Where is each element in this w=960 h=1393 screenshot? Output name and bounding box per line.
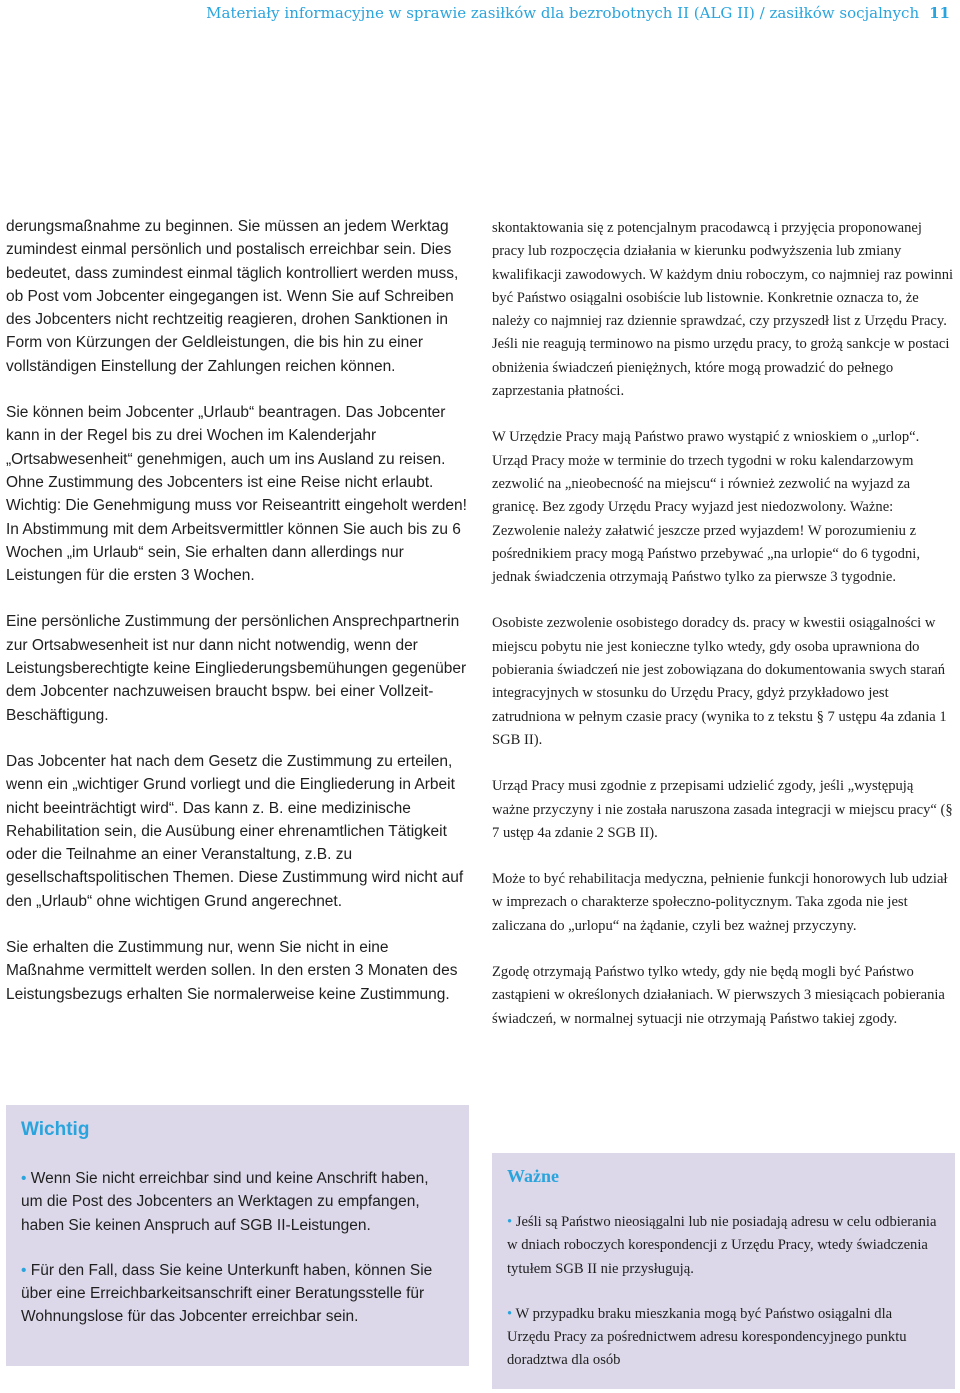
polish-column (492, 217, 954, 1054)
paragraph: Urząd Pracy musi zgodnie z przepisami udzielić zgody, jeśli „występują ważne przyczyny i nie została naruszona zasada integracji w miejscu pracy“ (§ 7 ustęp 4a zdanie 2 SGB II). (492, 778, 953, 841)
box-title: Wichtig (21, 1119, 90, 1140)
page-header (206, 4, 950, 22)
box-item-text: W przypadku braku mieszkania mogą być Państwo osiągalni dla Urzędu Pracy za pośrednictwem adresu korespondencyjnego punktu doradztwa dla osób (507, 1305, 907, 1369)
paragraph: Zgodę otrzymają Państwo tylko wtedy, gdy nie będą mogli być Państwo zastąpieni w określonych działaniach. W pierwszych 3 miesiącach pobierania świadczeń, w normalnej sytuacji nie otrzymają Państwo takiej zgody. (492, 964, 945, 1027)
box-title: Ważne (507, 1166, 559, 1186)
important-box-german (6, 1105, 469, 1366)
important-box-polish (492, 1153, 955, 1389)
box-list-item (21, 1167, 453, 1237)
paragraph: Eine persönliche Zustimmung der persönlichen Ansprechpartnerin zur Ortsabwesenheit ist nur dann nicht notwendig, wenn der Leistungsberechtigte keine Eingliederungsbemühungen gegenüber dem Jobcenter nachzuweisen braucht bspw. bei einer Vollzeit-Beschäftigung. (6, 613, 467, 724)
bullet-icon: • (507, 1305, 513, 1322)
german-column (6, 215, 468, 1029)
paragraph: Das Jobcenter hat nach dem Gesetz die Zustimmung zu erteilen, wenn ein „wichtiger Grund vorliegt und die Eingliederung in Arbeit nicht beeinträchtigt wird“. Das kann z. B. eine medizinische Rehabilitation sein, die Ausübung einer ehrenamtlichen Tätigkeit oder die Teilnahme an einer Veranstaltung, z.B. zu gesellschaftspolitischen Themen. Diese Zustimmung wird nicht auf den „Urlaub“ ohne wichtigen Grund angerechnet. (6, 752, 464, 910)
box-list-item (507, 1303, 937, 1373)
bullet-icon: • (21, 1170, 27, 1187)
box-item-text: Jeśli są Państwo nieosiągalni lub nie posiadają adresu w celu odbierania w dniach roboczych korespondencji z Urzędu Pracy, wtedy świadczenia tytułem SGB II nie przysługują. (507, 1214, 937, 1277)
box-item-text: Wenn Sie nicht erreichbar sind und keine Anschrift haben, um die Post des Jobcenters an Werktagen zu empfangen, haben Sie keinen Anspruch auf SGB II-Leistungen. (21, 1170, 429, 1234)
paragraph: skontaktowania się z potencjalnym pracodawcą i przyjęcia proponowanej pracy lub rozpoczęcia działania w kierunku podwyższenia lub zmiany kwalifikacji zawodowych. W każdym dniu roboczym, co najmniej raz powinni być Państwo osiągalni osobiście lub listownie. Konkretnie oznacza to, że należy co najmniej raz dziennie sprawdzać, czy przyszedł list z Urzędu Pracy. Jeśli nie reagują terminowo na pismo urzędu pracy, to grożą sankcje w postaci obniżenia świadczeń pieniężnych, które mogą prowadzić do pełnego zaprzestania płatności. (492, 220, 954, 400)
paragraph: W Urzędzie Pracy mają Państwo prawo wystąpić z wnioskiem o „urlop“. Urząd Pracy może w terminie do trzech tygodni w roku kalendarzowym zezwolić na „nieobecność na miejscu“ i również zezwolić na wyjazd za granicę. Bez zgody Urzędu Pracy wyjazd jest niedozwolony. Ważne: Zezwolenie należy załatwić jeszcze przed wyjazdem! W porozumieniu z pośrednikiem pracy mogą Państwo przebywać „na urlopie“ do 6 tygodni, jednak świadczenia otrzymają Państwo tylko za pierwsze 3 tygodnie. (492, 429, 920, 586)
paragraph: Osobiste zezwolenie osobistego doradcy ds. pracy w kwestii osiągalności w miejscu pobytu nie jest konieczne tylko wtedy, gdy osoba uprawniona do pobierania świadczeń nie jest zobowiązana do dokumentowania swych starań integracyjnych w stosunku do Urzędu Pracy, gdyż przykładowo jest zatrudniona w pełnym czasie pracy (wynika to z tekstu § 7 ustępu 4a zdania 1 SGB II). (492, 615, 947, 748)
box-item-text: Für den Fall, dass Sie keine Unterkunft haben, können Sie über eine Erreichbarkeitsanschrift einer Beratungsstelle für Wohnungslose für das Jobcenter erreichbar sein. (21, 1261, 433, 1326)
page-number: 11 (929, 4, 950, 22)
box-list-item (21, 1259, 453, 1329)
paragraph: Sie erhalten die Zustimmung nur, wenn Sie nicht in eine Maßnahme vermittelt werden sollen. In den ersten 3 Monaten des Leistungsbezugs erhalten Sie normalerweise keine Zustimmung. (6, 939, 458, 1003)
bullet-icon: • (507, 1214, 513, 1230)
bullet-icon: • (21, 1261, 27, 1279)
box-list-item (507, 1211, 937, 1281)
paragraph: Sie können beim Jobcenter „Urlaub“ beantragen. Das Jobcenter kann in der Regel bis zu drei Wochen im Kalenderjahr „Ortsabwesenheit“ genehmigen, auch um ins Ausland zu reisen. Ohne Zustimmung des Jobcenters ist eine Reise nicht erlaubt. Wichtig: Die Genehmigung muss vor Reiseantritt eingeholt werden! In Abstimmung mit dem Arbeitsvermittler können Sie auch bis zu 6 Wochen „im Urlaub“ sein, Sie erhalten dann allerdings nur Leistungen für die ersten 3 Wochen. (6, 404, 467, 585)
paragraph: Może to być rehabilitacja medyczna, pełnienie funkcji honorowych lub udział w imprezach o charakterze społeczno-politycznym. Taka zgoda nie jest zaliczana do „urlopu“ na żądanie, czyli bez ważnej przyczyny. (492, 871, 948, 934)
paragraph: derungsmaßnahme zu beginnen. Sie müssen an jedem Werktag zumindest einmal persönlich und postalisch erreichbar sein. Dies bedeutet, dass zumindest einmal täglich kontrolliert werden muss, ob Post vom Jobcenter eingegangen ist. Wenn Sie auf Schreiben des Jobcenters nicht rechtzeitig reagieren, drohen Sanktionen in Form von Kürzungen der Geldleistungen, die bis hin zu einer vollständigen Einstellung der Zahlungen reichen können. (6, 218, 459, 375)
header-title: Materiały informacyjne w sprawie zasiłków dla bezrobotnych II (ALG II) / zasiłków socjalnych (206, 4, 920, 22)
